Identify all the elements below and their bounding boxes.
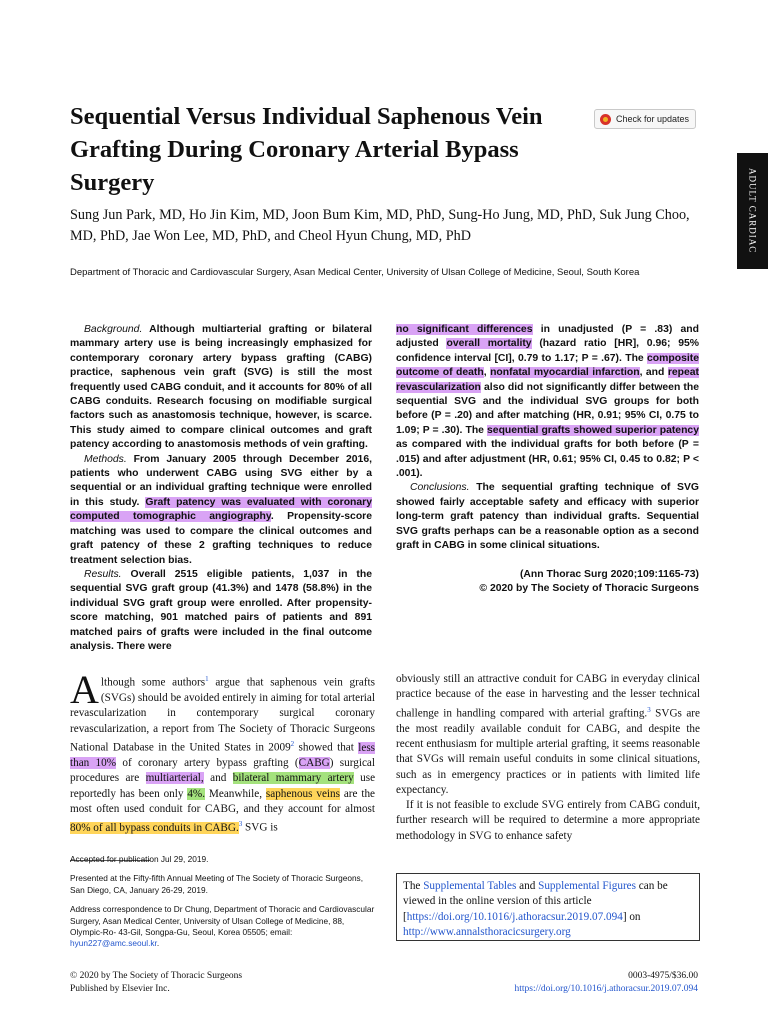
footnote-presented: Presented at the Fifty-fifth Annual Meeting of The Society of Thoracic Surgeons, San Diego, CA, January 26-29, 2019. xyxy=(70,873,364,895)
highlight-bilateral-mammary: bilateral mammary artery xyxy=(232,772,354,785)
methods-text-b: . Propensity-score matching was used to compare the clinical outcomes and graft patency of these 2 grafting techniques to reduce treatment selection bias. xyxy=(70,511,372,566)
reference-link[interactable]: 1 xyxy=(205,675,209,683)
highlight-overall-mortality: overall mortality xyxy=(446,338,532,350)
author-list: Sung Jun Park, MD, Ho Jin Kim, MD, Joon Bum Kim, MD, PhD, Sung-Ho Jung, MD, PhD, Suk Jung Choo, MD, PhD, Jae Won Lee, MD, PhD, and Cheol Hyun Chung, MD, PhD xyxy=(70,207,690,244)
body-left-column xyxy=(70,667,376,836)
highlight-repeat-revasc: repeat revascularization xyxy=(396,367,700,393)
abstract-background xyxy=(70,323,372,453)
results-text-e: , and xyxy=(639,367,665,379)
results-label: Results. xyxy=(84,568,122,580)
check-for-updates-button[interactable] xyxy=(594,109,696,129)
address-text: Address correspondence to Dr Chung, Department of Thoracic and Cardiovascular Surgery, Asan Medical Center, University of Ulsan College of Medicine, 88, Olympic-Ro- 43-Gil, Songpa-Gu, Seoul, Korea 05505; email: xyxy=(70,904,375,938)
drop-cap: A xyxy=(70,667,99,712)
highlight-superior-patency: sequential grafts showed superior patency xyxy=(487,424,699,436)
conclusions-label: Conclusions. xyxy=(410,482,470,494)
intro-text-9: are the most often used conduit for CABG, and they account for almost xyxy=(70,787,376,815)
intro-text-5: ) surgical procedures are xyxy=(70,756,375,785)
footnote-accepted: Accepted for publication Jul 29, 2019. xyxy=(70,854,209,864)
intro-text-7: use reportedly has been only xyxy=(70,772,376,800)
footer-publisher: Published by Elsevier Inc. xyxy=(70,983,170,994)
methods-highlight: Graft patency was evaluated with coronary computed tomographic angiography xyxy=(70,496,372,523)
affiliation: Department of Thoracic and Cardiovascular Surgery, Asan Medical Center, University of Ulsan College of Medicine, Seoul, South Korea xyxy=(70,267,640,278)
footer-doi-link[interactable]: https://doi.org/10.1016/j.athoracsur.2019.07.094 xyxy=(514,983,698,994)
address-end: . xyxy=(156,938,160,949)
results-text-g: as compared with the individual grafts for both before (P = .015) and after adjustment (HR, 0.61; 95% CI, 0.45 to 0.82; P < .001). xyxy=(396,439,699,480)
abstract-results-cont xyxy=(396,323,699,481)
highlight-cabg: CABG xyxy=(298,756,330,769)
body-right-column xyxy=(396,672,700,844)
background-label: Background. xyxy=(84,324,143,335)
body-paragraph-1 xyxy=(396,672,700,798)
footer-right xyxy=(515,970,698,995)
intro-text-6: and xyxy=(210,772,227,785)
highlight-80-percent: 80% of all bypass conduits in CABG. xyxy=(70,821,239,834)
body-text-1b: SVGs are the most readily available conduit for CABG, and despite the recent enthusiasm for multiple arterial grafting, it seems reasonable that SVGs will remain useful conduits in some clinical situations, such as in emergency practices or in patients with limited life expectancy. xyxy=(396,707,700,796)
abstract-conclusions xyxy=(396,481,699,553)
side-tab-label: ADULT CARDIAC xyxy=(747,168,758,254)
body-paragraph-2: If it is not feasible to exclude SVG entirely from CABG conduit, further research will be required to determine a more appropriate methodology in SVG to enhance safety xyxy=(396,799,700,842)
crossmark-icon xyxy=(600,114,611,125)
email-link[interactable]: hyun227@amc.seoul.kr xyxy=(70,938,157,949)
results-text-f: also did not significantly differ between the sequential SVG and the individual SVG groups for both before (P = .20) and after matching (HR, 0.91; 95% CI, 0.75 to 1.09; P = .30). The xyxy=(396,381,700,436)
abstract-methods xyxy=(70,453,372,568)
supp-text-1: The xyxy=(403,880,421,892)
footer-issn: 0003-4975/$36.00 xyxy=(628,971,698,981)
conclusions-text: The sequential grafting technique of SVG showed fairly acceptable safety and efficacy with superior long-term graft patency than individual grafts. Sequential SVG grafts perhaps can be a reasonable option as a second graft in CABG in some clinical situations. xyxy=(396,482,700,552)
body-text-1a: obviously still an attractive conduit for CABG in everyday clinical practice because of the ease in harvesting and the lesser technical challenge in handling compared with arterial grafting. xyxy=(396,673,700,720)
highlight-4-percent: 4%. xyxy=(187,787,206,800)
intro-paragraph xyxy=(70,667,376,836)
abstract-right-column xyxy=(396,323,699,596)
supp-text-2: and xyxy=(519,880,536,892)
intro-text-4: of coronary artery bypass grafting ( xyxy=(122,756,299,769)
highlight-composite-outcome: composite outcome of death xyxy=(396,352,699,379)
background-text: Although multiarterial grafting or bilateral mammary artery use is being increasingly emphasized for contemporary coronary artery bypass grafting (CABG) practice, saphenous vein graft (SVG) is still the most frequently used CABG conduit, and it accounts for 80% of all CABG conduits. Research focusing on modifiable surgical factors such as anastomosis technique, however, is scarce. This study aimed to compare clinical outcomes and graft patency according to anastomosis methods of vein grafting. xyxy=(70,324,372,451)
supp-text-4: ] on xyxy=(622,910,641,923)
intro-text-3: showed that xyxy=(298,741,354,754)
footnote-address xyxy=(70,904,375,950)
highlight-less-than-10: less than 10% xyxy=(70,741,376,769)
footnotes xyxy=(70,854,375,958)
results-text-c: (hazard ratio [HR], 0.96; 95% confidence interval [CI], 0.79 to 1.17; P = .67). The xyxy=(396,338,700,364)
intro-text-10: SVG is xyxy=(245,821,278,834)
results-text-d: , xyxy=(483,367,487,379)
journal-website-link[interactable]: http://www.annalsthoracicsurgery.org xyxy=(403,925,571,938)
reference-link[interactable]: 3 xyxy=(238,820,243,829)
section-side-tab xyxy=(737,153,768,269)
footer-copyright: © 2020 by The Society of Thoracic Surgeons xyxy=(70,971,243,981)
supplement-box xyxy=(396,873,700,941)
highlight-nonfatal-mi: nonfatal myocardial infarction xyxy=(490,367,640,379)
methods-text-a: From January 2005 through December 2016, patients who underwent CABG using SVG either by a sequential or an individual grafting technique were enrolled in this study. xyxy=(70,453,373,508)
reference-link[interactable]: 2 xyxy=(290,739,295,748)
reference-link[interactable]: 3 xyxy=(647,705,651,714)
results-text-b: in unadjusted (P = .83) and adjusted xyxy=(396,324,699,350)
abstract-results xyxy=(70,568,372,654)
doi-link[interactable]: https://doi.org/10.1016/j.athoracsur.2019.07.094 xyxy=(406,910,623,923)
supp-text-3: can be viewed in the online version of this article [ xyxy=(403,880,668,923)
supplemental-tables-link[interactable]: Supplemental Tables xyxy=(423,880,517,892)
intro-text-2: argue that saphenous vein grafts (SVGs) should be avoided entirely in aiming for total arterial revascularization in contemporary surgical coronary revascularization, a report from The Society of Thoracic Surgeons National Database in the United States in 2009 xyxy=(70,676,375,754)
abstract-left-column xyxy=(70,323,372,654)
intro-text-1: lthough some authors xyxy=(100,676,206,689)
article-title: Sequential Versus Individual Saphenous Vein Grafting During Coronary Arterial Bypass Surgery xyxy=(70,103,543,196)
highlight-multiarterial: multiarterial, xyxy=(145,772,204,785)
highlight-saphenous-veins: saphenous veins xyxy=(265,787,340,800)
abstract-citation: (Ann Thorac Surg 2020;109:1165-73) xyxy=(519,568,699,580)
highlight-no-difference: no significant differences xyxy=(396,324,533,335)
methods-label: Methods. xyxy=(84,453,127,465)
check-updates-label: Check for updates xyxy=(616,114,690,124)
footer-left xyxy=(70,970,242,995)
results-text-a: Overall 2515 eligible patients, 1,037 in the sequential SVG graft group (41.3%) and 1478 (58.8%) in the individual SVG graft group were enrolled. After propensity-score matching, 901 matched pairs of patients and 891 matched pairs of grafts were included in the final outcome analysis. There were xyxy=(70,568,372,652)
intro-text-8: Meanwhile, xyxy=(208,787,263,800)
supplemental-figures-link[interactable]: Supplemental Figures xyxy=(538,880,636,892)
abstract-copyright: © 2020 by The Society of Thoracic Surgeons xyxy=(479,582,699,594)
